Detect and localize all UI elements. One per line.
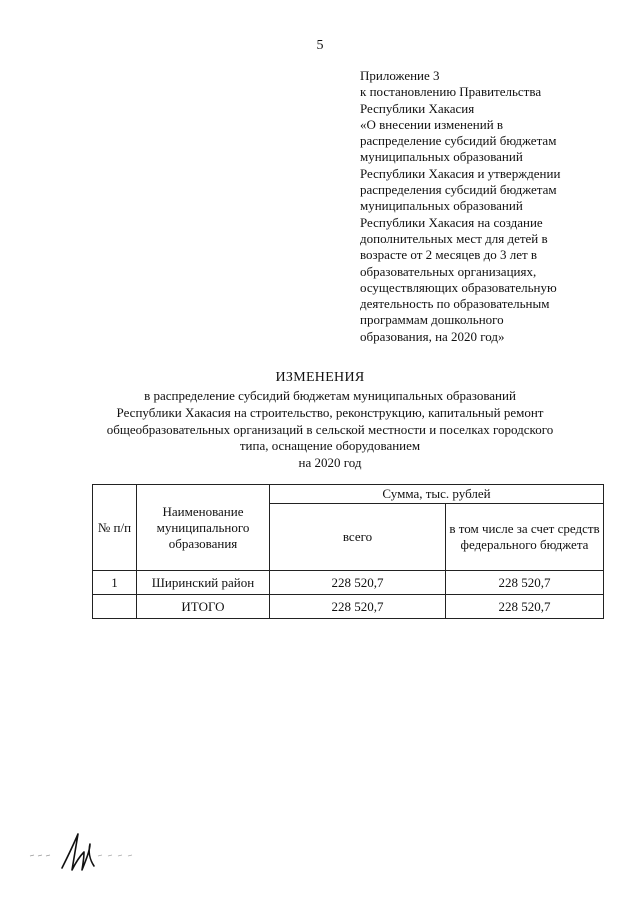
appendix-line: деятельность по образовательным [360,296,550,312]
header-total: всего [270,504,446,571]
appendix-line: к постановлению Правительства [360,84,542,100]
appendix-line: программам дошкольного [360,312,504,328]
appendix-line: муниципальных образований [360,149,523,165]
appendix-line: дополнительных мест для детей в [360,230,548,246]
cell-federal: 228 520,7 [446,595,604,619]
appendix-line: Республики Хакасия [360,100,475,116]
cell-total: 228 520,7 [270,595,446,619]
table-row-total [93,595,604,619]
cell-total: 228 520,7 [270,571,446,595]
table-row [93,571,604,595]
header-num: № п/п [93,485,137,571]
subtitle-line: Республики Хакасия на строительство, реконструкцию, капитальный ремонт [116,404,544,420]
appendix-line: Республики Хакасия на создание [360,214,543,230]
appendix-line: образования, на 2020 год» [360,328,505,344]
subsidy-table [92,484,604,619]
appendix-line: распределение субсидий бюджетам [360,133,557,149]
appendix-line: возрасте от 2 месяцев до 3 лет в [360,247,538,263]
appendix-header [360,68,610,345]
appendix-line: осуществляющих образовательную [360,279,557,295]
cell-num [93,595,137,619]
cell-name: Ширинский район [137,571,270,595]
signature [28,820,138,880]
header-federal: в том числе за счет средств федерального бюджета [446,504,604,571]
document-subtitle [95,388,565,472]
appendix-line: распределения субсидий бюджетам [360,182,557,198]
document-title: ИЗМЕНЕНИЯ [275,370,365,385]
appendix-line: муниципальных образований [360,198,523,214]
subtitle-line: в распределение субсидий бюджетам муниципальных образований [144,388,516,403]
header-name: Наименование муниципального образования [137,485,270,571]
appendix-line: Приложение 3 [360,68,440,83]
subtitle-line: общеобразовательных организаций в сельской местности и поселках городского [106,421,554,437]
cell-name: ИТОГО [137,595,270,619]
page-number: 5 [316,38,324,53]
subtitle-line: на 2020 год [298,455,362,471]
header-sum-group: Сумма, тыс. рублей [270,485,604,504]
appendix-line: «О внесении изменений в [360,116,504,132]
cell-num: 1 [93,571,137,595]
appendix-line: образовательных организациях, [360,263,537,279]
appendix-line: Республики Хакасия и утверждении [360,165,561,181]
subtitle-line: типа, оснащение оборудованием [239,438,421,454]
cell-federal: 228 520,7 [446,571,604,595]
